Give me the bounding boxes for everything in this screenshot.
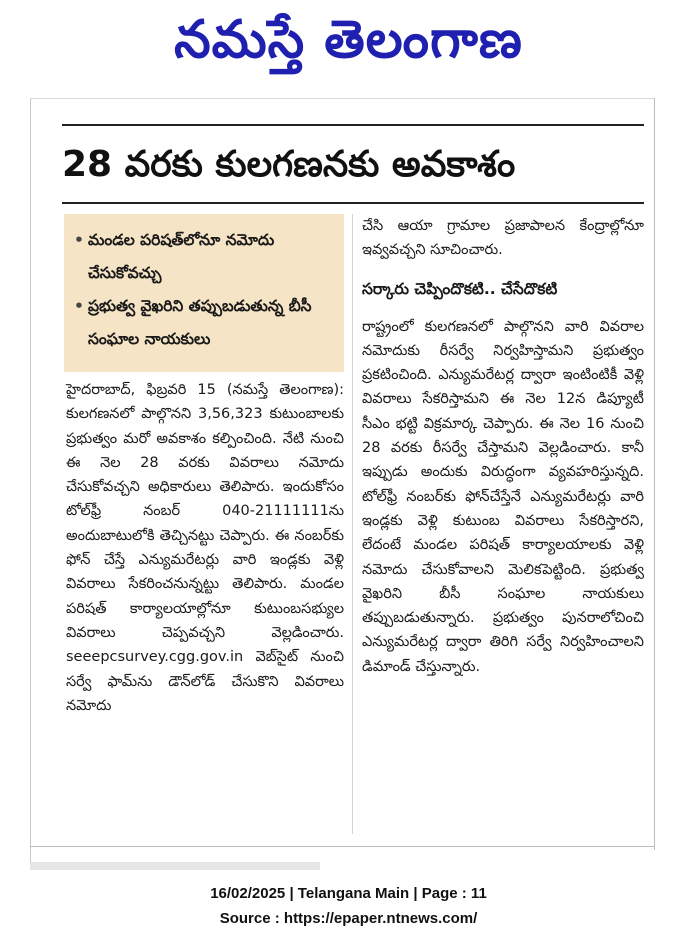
footer-date-edition-page: 16/02/2025 | Telangana Main | Page : 11 (210, 885, 487, 902)
clipping-bottom-line (30, 846, 655, 847)
headline-rule-top (62, 124, 644, 126)
highlight-item: • ప్రభుత్వ వైఖరిని తప్పుబడుతున్న బీసీ సంఘాల నాయకులు (74, 290, 334, 356)
footer-source-link[interactable]: Source : https://epaper.ntnews.com/ (219, 910, 478, 927)
newspaper-masthead: నమస్తే తెలంగాణ (174, 9, 523, 70)
article-subheading: సర్కారు చెప్పిందొకటి.. చేసేదొకటి (362, 279, 558, 298)
highlight-item: • మండల పరిషత్‌లోనూ నమోదు చేసుకోవచ్చు (74, 224, 334, 290)
clipping-border-right (654, 98, 655, 850)
highlights-box (64, 214, 344, 372)
article-paragraph: హైదరాబాద్, ఫిబ్రవరి 15 (నమస్తే తెలంగాణ): కులగణనలో పాల్గొనని 3,56,323 కుటుంబాలకు ప్రభుత్వం మరో అవకాశం కల్పించింది. నేటి నుంచి ఈ నెల 28 వరకు వివరాలు నమోదు చేసుకోవచ్చని అధికారులు తెలిపారు. ఇందుకోసం టోల్‌ఫ్రీ నంబర్ 040-21111111ను అందుబాటులోకి తెచ్చినట్టు చెప్పారు. ఈ నంబర్‌కు ఫోన్ చేస్తే ఎన్యుమరేటర్లు వారి ఇండ్లకు వెళ్లి వివరాలు సేకరించనున్నట్టు తెలిపారు. మండల పరిషత్ కార్యాలయాల్లోనూ కుటుంబసభ్యుల వివరాలు చెప్పవచ్చని వెల్లడించారు. seeepcsurvey.cgg.gov.in వెబ్‌సైట్ నుంచి సర్వే ఫామ్‌ను డౌన్‌లోడ్ చేసుకొని వివరాలు నమోదు (66, 382, 344, 714)
article-column-right (362, 214, 644, 679)
article-paragraph: రాష్ట్రంలో కులగణనలో పాల్గొనని వారి వివరాల నమోదుకు రీసర్వే నిర్వహిస్తామని ప్రభుత్వం ప్రకటించింది. ఎన్యుమరేటర్ల ద్వారా ఇంటింటికీ వెళ్లి వివరాలు సేకరిస్తామని ఈ నెల 12న డిప్యూటీ సీఎం భట్టి విక్రమార్క చెప్పారు. ఈ నెల 16 నుంచి 28 వరకు రీసర్వే చేస్తామని వెల్లడించారు. కానీ ఇప్పుడు అందుకు విరుద్ధంగా వ్యవహరిస్తున్నది. టోల్‌ఫ్రీ నంబర్‌కు ఫోన్‌చేస్తేనే ఎన్యుమరేటర్లు వారి ఇండ్లకు వెళ్లి కుటుంబ వివరాలు సేకరిస్తారని, లేదంటే మండల పరిషత్ కార్యాలయాలకు వెళ్లి నమోదు చేసుకోవాలని మెలికపెట్టింది. ప్రభుత్వ వైఖరిని బీసీ సంఘాల నాయకులు తప్పుబడుతున్నారు. ప్రభుత్వం పునరాలోచించి ఎన్యుమరేటర్ల ద్వారా తిరిగి సర్వే నిర్వహించాలని డిమాండ్ చేస్తున్నారు. (362, 318, 644, 675)
article-paragraph-continued: చేసి ఆయా గ్రామాల ప్రజాపాలన కేంద్రాల్లోనూ ఇవ్వవచ్చని సూచించారు. (362, 218, 644, 259)
headline-rule-bottom (62, 202, 644, 204)
column-divider (352, 214, 353, 834)
article-headline: 28 వరకు కులగణనకు అవకాశం (62, 144, 516, 185)
clipping-shadow (30, 862, 320, 870)
article-column-left (66, 378, 344, 718)
